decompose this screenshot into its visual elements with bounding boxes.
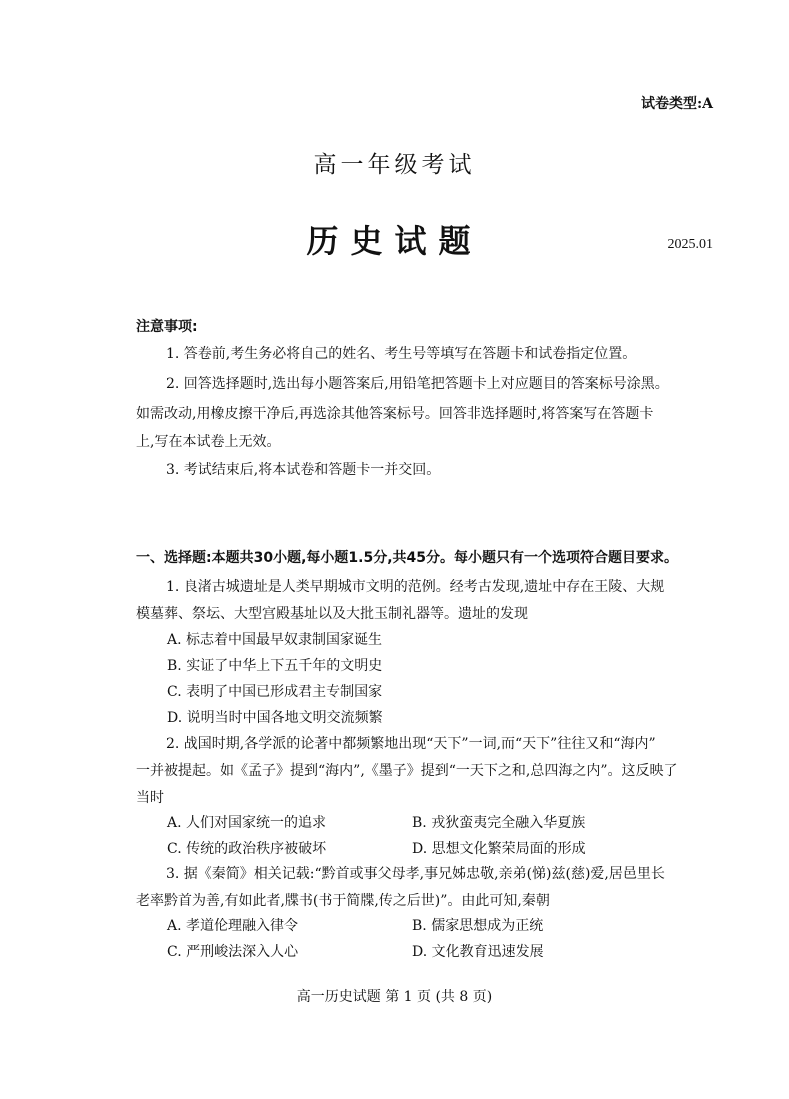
paper-type-label: 试卷类型:A [640, 96, 713, 112]
question-3-option-c: C. 严刑峻法深入人心 [167, 944, 299, 960]
exam-date: 2025.01 [667, 237, 713, 252]
notice-item-2-line-2: 如需改动,用橡皮擦干净后,再选涂其他答案标号。回答非选择题时,将答案写在答题卡 [136, 406, 654, 422]
question-3-line-2: 老率黔首为善,有如此者,牒书(书于简牒,传之后世)”。由此可知,秦朝 [136, 893, 550, 909]
notice-item-1: 1. 答卷前,考生务必将自己的姓名、考生号等填写在答题卡和试卷指定位置。 [166, 346, 637, 362]
question-3-line-1: 3. 据《秦简》相关记载:“黔首或事父母孝,事兄姊忠敬,亲弟(悌)兹(慈)爱,居邑里长 [166, 866, 665, 882]
notice-item-3: 3. 考试结束后,将本试卷和答题卡一并交回。 [166, 462, 441, 478]
notice-item-2-line-1: 2. 回答选择题时,选出每小题答案后,用铅笔把答题卡上对应题目的答案标号涂黑。 [166, 376, 669, 392]
section-1-heading: 一、选择题:本题共30小题,每小题1.5分,共45分。每小题只有一个选项符合题目要求。 [136, 550, 678, 566]
question-1-option-a: A. 标志着中国最早奴隶制国家诞生 [167, 632, 383, 648]
exam-title: 历史试题 [306, 222, 483, 260]
question-2-line-2: 一并被提起。如《孟子》提到“海内”,《墨子》提到“一天下之和,总四海之内”。这反映了 [136, 763, 678, 779]
question-1-line-1: 1. 良渚古城遗址是人类早期城市文明的范例。经考古发现,遗址中存在王陵、大规 [166, 579, 665, 595]
question-1-option-d: D. 说明当时中国各地文明交流频繁 [167, 710, 383, 726]
question-2-line-1: 2. 战国时期,各学派的论著中都频繁地出现“天下”一词,而“天下”往往又和“海内” [166, 736, 656, 752]
question-1-option-c: C. 表明了中国已形成君主专制国家 [167, 684, 383, 700]
question-1-option-b: B. 实证了中华上下五千年的文明史 [167, 658, 383, 674]
question-2-line-3: 当时 [136, 790, 164, 806]
exam-subtitle: 高一年级考试 [313, 152, 476, 178]
question-2-option-a: A. 人们对国家统一的追求 [167, 815, 327, 831]
question-2-option-c: C. 传统的政治秩序被破坏 [167, 841, 327, 857]
question-2-option-b: B. 戎狄蛮夷完全融入华夏族 [412, 815, 586, 831]
question-3-option-b: B. 儒家思想成为正统 [412, 918, 544, 934]
question-3-option-d: D. 文化教育迅速发展 [412, 944, 544, 960]
question-2-option-d: D. 思想文化繁荣局面的形成 [412, 841, 586, 857]
question-1-line-2: 模墓葬、祭坛、大型宫殿基址以及大批玉制礼器等。遗址的发现 [136, 606, 528, 622]
notice-item-2-line-3: 上,写在本试卷上无效。 [136, 434, 281, 450]
notice-heading: 注意事项: [136, 319, 198, 335]
page-footer: 高一历史试题 第 1 页 (共 8 页) [296, 989, 493, 1005]
question-3-option-a: A. 孝道伦理融入律令 [167, 918, 299, 934]
